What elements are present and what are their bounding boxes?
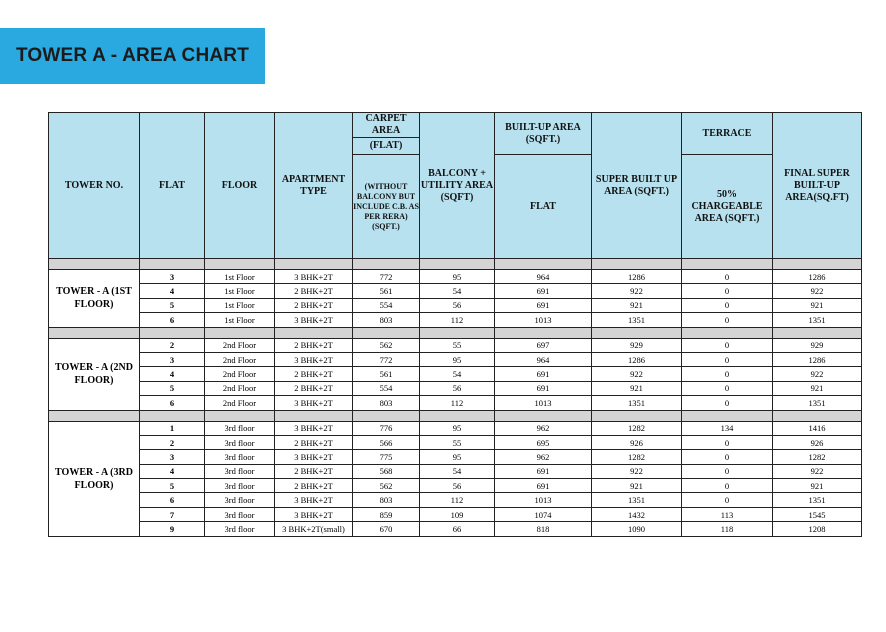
flat-cell: 6: [140, 313, 205, 327]
carpet-area-cell: 554: [353, 381, 420, 395]
table-row: [49, 381, 862, 395]
floor-cell: 1st Floor: [205, 270, 275, 284]
final-super-builtup-cell: 922: [773, 284, 862, 298]
terrace-cell: 0: [682, 435, 773, 449]
super-builtup-cell: 1282: [592, 421, 682, 435]
apartment-type-cell: 3 BHK+2T: [275, 270, 353, 284]
terrace-cell: 0: [682, 479, 773, 493]
flat-cell: 3: [140, 352, 205, 366]
terrace-cell: 0: [682, 298, 773, 312]
header-super-builtup: SUPER BUILT UP AREA (SQFT.): [592, 113, 682, 259]
terrace-cell: 134: [682, 421, 773, 435]
terrace-cell: 0: [682, 270, 773, 284]
super-builtup-cell: 1351: [592, 396, 682, 410]
builtup-flat-cell: 1013: [495, 493, 592, 507]
carpet-area-cell: 859: [353, 507, 420, 521]
builtup-flat-cell: 691: [495, 479, 592, 493]
flat-cell: 2: [140, 338, 205, 352]
table-row: [49, 435, 862, 449]
balcony-utility-cell: 55: [420, 435, 495, 449]
table-row: [49, 396, 862, 410]
carpet-area-cell: 776: [353, 421, 420, 435]
terrace-cell: 0: [682, 450, 773, 464]
final-super-builtup-cell: 1286: [773, 270, 862, 284]
flat-cell: 4: [140, 464, 205, 478]
final-super-builtup-cell: 921: [773, 479, 862, 493]
super-builtup-cell: 922: [592, 367, 682, 381]
apartment-type-cell: 3 BHK+2T: [275, 493, 353, 507]
final-super-builtup-cell: 922: [773, 464, 862, 478]
table-row: [49, 507, 862, 521]
builtup-flat-cell: 691: [495, 298, 592, 312]
separator-cell: [49, 259, 140, 270]
balcony-utility-cell: 66: [420, 522, 495, 536]
balcony-utility-cell: 56: [420, 298, 495, 312]
header-apartment-type: APARTMENT TYPE: [275, 113, 353, 259]
apartment-type-cell: 3 BHK+2T(small): [275, 522, 353, 536]
separator-cell: [420, 259, 495, 270]
builtup-flat-cell: 691: [495, 464, 592, 478]
carpet-area-cell: 562: [353, 338, 420, 352]
balcony-utility-cell: 55: [420, 338, 495, 352]
separator-cell: [495, 327, 592, 338]
table-row: [49, 270, 862, 284]
carpet-area-cell: 803: [353, 493, 420, 507]
header-terrace-chargeable: 50% CHARGEABLE AREA (SQFT.): [682, 155, 773, 259]
table-row: [49, 298, 862, 312]
tower-cell: TOWER - A (3RD FLOOR): [49, 421, 140, 536]
separator-cell: [682, 410, 773, 421]
super-builtup-cell: 929: [592, 338, 682, 352]
terrace-cell: 0: [682, 367, 773, 381]
carpet-area-cell: 772: [353, 270, 420, 284]
flat-cell: 4: [140, 284, 205, 298]
super-builtup-cell: 1090: [592, 522, 682, 536]
header-final-super-builtup: FINAL SUPER BUILT-UP AREA(SQ.FT): [773, 113, 862, 259]
header-floor: FLOOR: [205, 113, 275, 259]
balcony-utility-cell: 112: [420, 313, 495, 327]
flat-cell: 9: [140, 522, 205, 536]
carpet-area-cell: 803: [353, 313, 420, 327]
floor-cell: 3rd floor: [205, 493, 275, 507]
floor-cell: 1st Floor: [205, 284, 275, 298]
builtup-flat-cell: 695: [495, 435, 592, 449]
super-builtup-cell: 1282: [592, 450, 682, 464]
flat-cell: 5: [140, 298, 205, 312]
carpet-area-cell: 803: [353, 396, 420, 410]
header-terrace: TERRACE: [682, 113, 773, 155]
table-row: [49, 421, 862, 435]
flat-cell: 4: [140, 367, 205, 381]
header-tower-no: TOWER NO.: [49, 113, 140, 259]
apartment-type-cell: 3 BHK+2T: [275, 352, 353, 366]
apartment-type-cell: 2 BHK+2T: [275, 284, 353, 298]
header-carpet-area: CARPET AREA: [353, 113, 420, 138]
floor-cell: 3rd floor: [205, 421, 275, 435]
flat-cell: 3: [140, 450, 205, 464]
apartment-type-cell: 2 BHK+2T: [275, 435, 353, 449]
final-super-builtup-cell: 929: [773, 338, 862, 352]
apartment-type-cell: 3 BHK+2T: [275, 421, 353, 435]
final-super-builtup-cell: 921: [773, 298, 862, 312]
header-flat: FLAT: [140, 113, 205, 259]
final-super-builtup-cell: 1286: [773, 352, 862, 366]
separator-cell: [353, 327, 420, 338]
table-row: [49, 522, 862, 536]
separator-cell: [275, 410, 353, 421]
builtup-flat-cell: 818: [495, 522, 592, 536]
builtup-flat-cell: 962: [495, 450, 592, 464]
builtup-flat-cell: 964: [495, 270, 592, 284]
separator-cell: [495, 410, 592, 421]
apartment-type-cell: 2 BHK+2T: [275, 367, 353, 381]
carpet-area-cell: 772: [353, 352, 420, 366]
area-chart-table: [48, 112, 862, 537]
balcony-utility-cell: 95: [420, 450, 495, 464]
table-row: [49, 313, 862, 327]
table-row: [49, 367, 862, 381]
table-row: [49, 464, 862, 478]
builtup-flat-cell: 1074: [495, 507, 592, 521]
carpet-area-cell: 561: [353, 284, 420, 298]
final-super-builtup-cell: 1351: [773, 493, 862, 507]
separator-cell: [592, 327, 682, 338]
header-builtup-area: BUILT-UP AREA (SQFT.): [495, 113, 592, 155]
floor-cell: 3rd floor: [205, 479, 275, 493]
super-builtup-cell: 921: [592, 479, 682, 493]
final-super-builtup-cell: 921: [773, 381, 862, 395]
terrace-cell: 0: [682, 352, 773, 366]
floor-cell: 2nd Floor: [205, 381, 275, 395]
carpet-area-cell: 562: [353, 479, 420, 493]
tower-cell: TOWER - A (1ST FLOOR): [49, 270, 140, 328]
header-carpet-note: (WITHOUT BALCONY BUT INCLUDE C.B. AS PER RERA) (SQFT.): [353, 155, 420, 259]
separator-cell: [49, 327, 140, 338]
separator-cell: [773, 327, 862, 338]
floor-cell: 2nd Floor: [205, 396, 275, 410]
floor-cell: 1st Floor: [205, 313, 275, 327]
separator-cell: [592, 410, 682, 421]
builtup-flat-cell: 1013: [495, 313, 592, 327]
apartment-type-cell: 3 BHK+2T: [275, 507, 353, 521]
floor-cell: 2nd Floor: [205, 352, 275, 366]
table-row: [49, 493, 862, 507]
separator-cell: [420, 327, 495, 338]
carpet-area-cell: 566: [353, 435, 420, 449]
separator-cell: [773, 259, 862, 270]
separator-cell: [49, 410, 140, 421]
floor-cell: 2nd Floor: [205, 367, 275, 381]
super-builtup-cell: 1286: [592, 270, 682, 284]
apartment-type-cell: 2 BHK+2T: [275, 464, 353, 478]
separator-cell: [420, 410, 495, 421]
terrace-cell: 118: [682, 522, 773, 536]
separator-cell: [275, 327, 353, 338]
separator-cell: [140, 410, 205, 421]
builtup-flat-cell: 964: [495, 352, 592, 366]
builtup-flat-cell: 691: [495, 284, 592, 298]
terrace-cell: 0: [682, 313, 773, 327]
floor-cell: 3rd floor: [205, 450, 275, 464]
floor-cell: 3rd floor: [205, 435, 275, 449]
header-balcony-utility: BALCONY + UTILITY AREA (SQFT): [420, 113, 495, 259]
super-builtup-cell: 921: [592, 298, 682, 312]
balcony-utility-cell: 95: [420, 270, 495, 284]
apartment-type-cell: 2 BHK+2T: [275, 479, 353, 493]
page-title-banner: [0, 28, 265, 84]
builtup-flat-cell: 1013: [495, 396, 592, 410]
final-super-builtup-cell: 1351: [773, 396, 862, 410]
floor-cell: 3rd floor: [205, 464, 275, 478]
separator-cell: [682, 327, 773, 338]
final-super-builtup-cell: 1416: [773, 421, 862, 435]
balcony-utility-cell: 112: [420, 493, 495, 507]
balcony-utility-cell: 56: [420, 381, 495, 395]
final-super-builtup-cell: 1282: [773, 450, 862, 464]
floor-cell: 1st Floor: [205, 298, 275, 312]
builtup-flat-cell: 691: [495, 367, 592, 381]
floor-cell: 3rd floor: [205, 507, 275, 521]
carpet-area-cell: 670: [353, 522, 420, 536]
separator-cell: [495, 259, 592, 270]
terrace-cell: 113: [682, 507, 773, 521]
terrace-cell: 0: [682, 464, 773, 478]
separator-cell: [275, 259, 353, 270]
group-separator: [49, 327, 862, 338]
apartment-type-cell: 3 BHK+2T: [275, 313, 353, 327]
page-title: TOWER A - AREA CHART: [15, 45, 250, 66]
apartment-type-cell: 2 BHK+2T: [275, 381, 353, 395]
final-super-builtup-cell: 1208: [773, 522, 862, 536]
flat-cell: 5: [140, 381, 205, 395]
header-builtup-flat: FLAT: [495, 155, 592, 259]
final-super-builtup-cell: 1351: [773, 313, 862, 327]
balcony-utility-cell: 95: [420, 421, 495, 435]
floor-cell: 3rd floor: [205, 522, 275, 536]
separator-cell: [353, 410, 420, 421]
flat-cell: 7: [140, 507, 205, 521]
group-separator: [49, 410, 862, 421]
builtup-flat-cell: 962: [495, 421, 592, 435]
final-super-builtup-cell: 926: [773, 435, 862, 449]
terrace-cell: 0: [682, 493, 773, 507]
balcony-utility-cell: 54: [420, 367, 495, 381]
separator-cell: [140, 327, 205, 338]
balcony-utility-cell: 95: [420, 352, 495, 366]
terrace-cell: 0: [682, 284, 773, 298]
carpet-area-cell: 568: [353, 464, 420, 478]
balcony-utility-cell: 56: [420, 479, 495, 493]
separator-cell: [205, 410, 275, 421]
group-separator: [49, 259, 862, 270]
super-builtup-cell: 1351: [592, 313, 682, 327]
flat-cell: 2: [140, 435, 205, 449]
apartment-type-cell: 2 BHK+2T: [275, 338, 353, 352]
table-row: [49, 284, 862, 298]
balcony-utility-cell: 112: [420, 396, 495, 410]
builtup-flat-cell: 697: [495, 338, 592, 352]
tower-cell: TOWER - A (2ND FLOOR): [49, 338, 140, 410]
terrace-cell: 0: [682, 338, 773, 352]
separator-cell: [682, 259, 773, 270]
balcony-utility-cell: 54: [420, 284, 495, 298]
super-builtup-cell: 1432: [592, 507, 682, 521]
final-super-builtup-cell: 922: [773, 367, 862, 381]
separator-cell: [205, 327, 275, 338]
separator-cell: [140, 259, 205, 270]
carpet-area-cell: 775: [353, 450, 420, 464]
header-carpet-flat: (FLAT): [353, 138, 420, 155]
flat-cell: 3: [140, 270, 205, 284]
floor-cell: 2nd Floor: [205, 338, 275, 352]
separator-cell: [592, 259, 682, 270]
balcony-utility-cell: 54: [420, 464, 495, 478]
super-builtup-cell: 1286: [592, 352, 682, 366]
balcony-utility-cell: 109: [420, 507, 495, 521]
super-builtup-cell: 926: [592, 435, 682, 449]
flat-cell: 1: [140, 421, 205, 435]
super-builtup-cell: 921: [592, 381, 682, 395]
separator-cell: [773, 410, 862, 421]
terrace-cell: 0: [682, 396, 773, 410]
table-row: [49, 338, 862, 352]
apartment-type-cell: 2 BHK+2T: [275, 298, 353, 312]
apartment-type-cell: 3 BHK+2T: [275, 396, 353, 410]
flat-cell: 5: [140, 479, 205, 493]
table-row: [49, 479, 862, 493]
table-row: [49, 352, 862, 366]
carpet-area-cell: 561: [353, 367, 420, 381]
terrace-cell: 0: [682, 381, 773, 395]
carpet-area-cell: 554: [353, 298, 420, 312]
flat-cell: 6: [140, 493, 205, 507]
final-super-builtup-cell: 1545: [773, 507, 862, 521]
builtup-flat-cell: 691: [495, 381, 592, 395]
super-builtup-cell: 1351: [592, 493, 682, 507]
separator-cell: [205, 259, 275, 270]
super-builtup-cell: 922: [592, 464, 682, 478]
table-row: [49, 450, 862, 464]
separator-cell: [353, 259, 420, 270]
super-builtup-cell: 922: [592, 284, 682, 298]
apartment-type-cell: 3 BHK+2T: [275, 450, 353, 464]
flat-cell: 6: [140, 396, 205, 410]
table-body: [49, 259, 862, 537]
